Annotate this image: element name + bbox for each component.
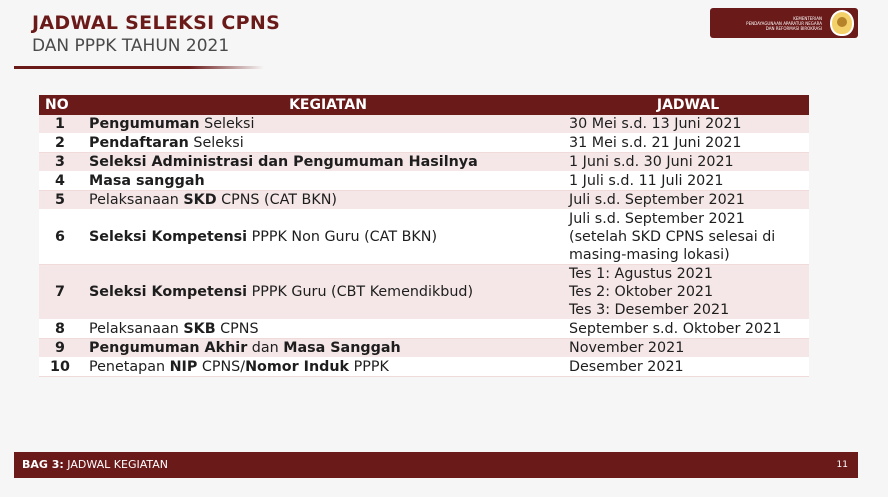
emblem-icon xyxy=(830,10,854,36)
activity-text: Pengumuman Akhir xyxy=(89,340,248,356)
schedule-line: Desember 2021 xyxy=(569,359,684,375)
activity-text: Seleksi Kompetensi xyxy=(89,284,248,300)
table-row xyxy=(39,115,809,134)
row-schedule xyxy=(567,134,809,153)
schedule-line: 31 Mei s.d. 21 Juni 2021 xyxy=(569,135,742,151)
row-activity xyxy=(81,134,567,153)
table-row xyxy=(39,172,809,191)
table-row xyxy=(39,265,809,320)
table-row xyxy=(39,191,809,210)
row-activity xyxy=(81,153,567,172)
activity-text: dan xyxy=(247,340,284,356)
activity-text: NIP xyxy=(169,359,198,375)
table-row xyxy=(39,320,809,339)
ministry-logo xyxy=(710,8,858,38)
schedule-line: September s.d. Oktober 2021 xyxy=(569,321,782,337)
schedule-line: 30 Mei s.d. 13 Juni 2021 xyxy=(569,116,742,132)
row-activity xyxy=(81,265,567,320)
schedule-line: Tes 3: Desember 2021 xyxy=(569,302,730,318)
row-schedule xyxy=(567,115,809,134)
row-schedule xyxy=(567,265,809,320)
table-row xyxy=(39,210,809,265)
activity-text: CPNS xyxy=(215,321,259,337)
footer-section-bold: BAG 3: xyxy=(22,458,64,471)
row-activity xyxy=(81,339,567,358)
row-schedule xyxy=(567,210,809,265)
schedule-line: masing-masing lokasi) xyxy=(569,247,730,263)
activity-text: SKB xyxy=(183,321,216,337)
page-subtitle: DAN PPPK TAHUN 2021 xyxy=(32,36,230,56)
activity-text: SKD xyxy=(183,192,217,208)
logo-text xyxy=(746,16,822,31)
activity-text: Seleksi Administrasi dan Pengumuman Hasilnya xyxy=(89,154,478,170)
row-number: 10 xyxy=(39,358,81,377)
schedule-line: 1 Juli s.d. 11 Juli 2021 xyxy=(569,173,724,189)
row-activity xyxy=(81,115,567,134)
table-body xyxy=(39,115,809,377)
activity-text: Pengumuman xyxy=(89,116,200,132)
activity-text: Pelaksanaan xyxy=(89,192,184,208)
activity-text: Pelaksanaan xyxy=(89,321,184,337)
column-header-no: NO xyxy=(39,95,81,115)
page-number: 11 xyxy=(836,460,848,470)
row-schedule xyxy=(567,172,809,191)
table-row xyxy=(39,134,809,153)
title-divider xyxy=(14,66,264,69)
row-number: 5 xyxy=(39,191,81,210)
schedule-line: Juli s.d. September 2021 xyxy=(569,192,745,208)
schedule-line: Tes 1: Agustus 2021 xyxy=(569,266,713,282)
row-number: 1 xyxy=(39,115,81,134)
row-schedule xyxy=(567,339,809,358)
activity-text: CPNS/ xyxy=(197,359,246,375)
footer-section-text: JADWAL KEGIATAN xyxy=(63,458,169,471)
schedule-line: (setelah SKD CPNS selesai di xyxy=(569,229,776,245)
schedule-table xyxy=(39,95,809,377)
activity-text: Pendaftaran xyxy=(89,135,189,151)
column-header-jadwal: JADWAL xyxy=(567,95,809,115)
row-number: 9 xyxy=(39,339,81,358)
row-number: 8 xyxy=(39,320,81,339)
schedule-line: 1 Juni s.d. 30 Juni 2021 xyxy=(569,154,734,170)
row-number: 7 xyxy=(39,265,81,320)
schedule-line: November 2021 xyxy=(569,340,685,356)
row-number: 2 xyxy=(39,134,81,153)
row-number: 6 xyxy=(39,210,81,265)
row-schedule xyxy=(567,320,809,339)
table-row xyxy=(39,153,809,172)
activity-text: Penetapan xyxy=(89,359,170,375)
row-activity xyxy=(81,358,567,377)
activity-text: Masa Sanggah xyxy=(283,340,401,356)
row-number: 4 xyxy=(39,172,81,191)
activity-text: Seleksi xyxy=(199,116,255,132)
row-activity xyxy=(81,191,567,210)
logo-text-line: KEMENTERIAN xyxy=(793,15,822,21)
column-header-kegiatan: KEGIATAN xyxy=(81,95,567,115)
schedule-line: Juli s.d. September 2021 xyxy=(569,211,745,227)
logo-text-line: DAN REFORMASI BIROKRASI xyxy=(765,25,822,31)
row-activity xyxy=(81,320,567,339)
activity-text: Nomor Induk xyxy=(245,359,350,375)
table-row xyxy=(39,358,809,377)
activity-text: Masa sanggah xyxy=(89,173,205,189)
row-schedule xyxy=(567,358,809,377)
activity-text: PPPK xyxy=(349,359,389,375)
logo-text-line: PENDAYAGUNAAN APARATUR NEGARA xyxy=(746,20,822,26)
footer-bar xyxy=(14,452,858,478)
title-block xyxy=(32,12,280,56)
activity-text: Seleksi xyxy=(188,135,244,151)
schedule-line: Tes 2: Oktober 2021 xyxy=(569,284,714,300)
table-row xyxy=(39,339,809,358)
row-number: 3 xyxy=(39,153,81,172)
footer-section-label xyxy=(22,452,168,478)
page-title: JADWAL SELEKSI CPNS xyxy=(32,12,281,34)
activity-text: PPPK Non Guru (CAT BKN) xyxy=(247,229,438,245)
row-schedule xyxy=(567,153,809,172)
row-activity xyxy=(81,210,567,265)
table-header-row xyxy=(39,95,809,115)
activity-text: PPPK Guru (CBT Kemendikbud) xyxy=(247,284,474,300)
row-schedule xyxy=(567,191,809,210)
activity-text: Seleksi Kompetensi xyxy=(89,229,248,245)
activity-text: CPNS (CAT BKN) xyxy=(216,192,338,208)
row-activity xyxy=(81,172,567,191)
